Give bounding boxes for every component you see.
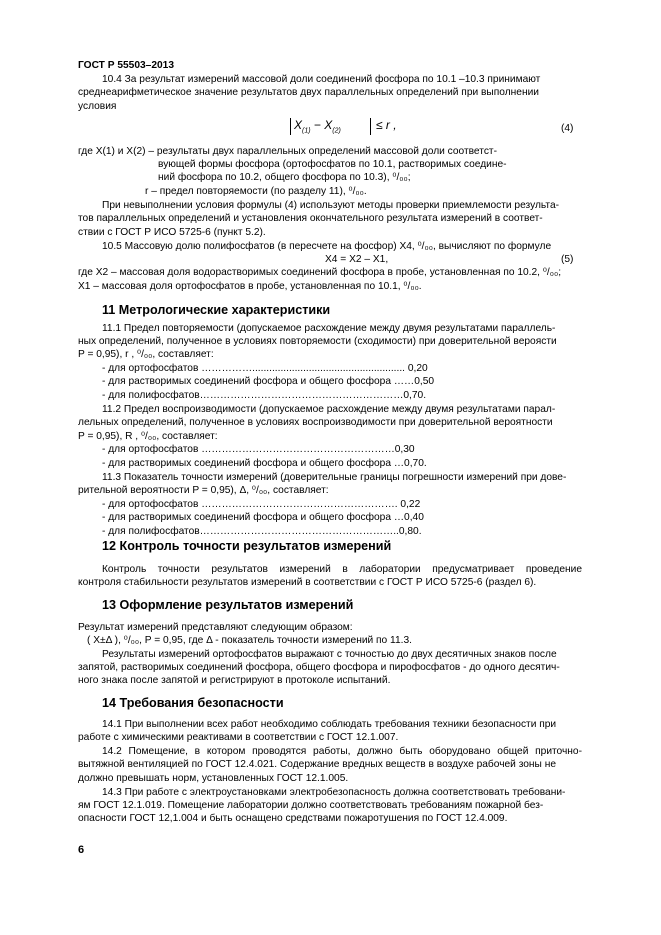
list3-item2: - для растворимых соединений фосфора и общего фосфора …0,40 xyxy=(102,512,424,523)
section-13-title: 13 Оформление результатов измерений xyxy=(102,598,354,612)
sec14-line8: опасности ГОСТ 12,1.004 и быть оснащено средствами пожаротушения по ГОСТ 12.4.009. xyxy=(78,813,508,824)
sec14-line5: должно превышать норм, установленных ГОСТ 12.1.005. xyxy=(78,773,349,784)
sec14-line7: ям ГОСТ 12.1.019. Помещение лаборатории должно соответствовать требованиям пожарной без- xyxy=(78,800,544,811)
formula-4-rhs: ≤ r , xyxy=(376,118,397,132)
p112-line3: P = 0,95), R , ⁰/₀₀, составляет: xyxy=(78,431,218,442)
formula-4 xyxy=(290,118,420,138)
pfail-line2: тов параллельных определений и установления окончательного результата измерений в соответ- xyxy=(78,213,543,224)
sec13-line5: ного знака после запятой и регистрируют в протоколе испытаний. xyxy=(78,675,391,686)
p112-line2: лельных определений, полученное в условиях воспроизводимости при доверительной вероятности xyxy=(78,417,553,428)
where4-line2: вующей формы фосфора (ортофосфатов по 10.1, растворимых соедине- xyxy=(158,159,507,170)
sec14-line6: 14.3 При работе с электроустановками электробезопасность должна соответствовать требовани- xyxy=(102,787,566,798)
formula-5-number: (5) xyxy=(561,254,574,265)
sec13-line2: ( X±Δ ), ⁰/₀₀, P = 0,95, где Δ - показатель точности измерений по 11.3. xyxy=(87,635,412,646)
list3-item1: - для ортофосфатов …………………………………………………. 0,22 xyxy=(102,499,421,510)
list1-item2: - для растворимых соединений фосфора и общего фосфора ……0,50 xyxy=(102,376,435,387)
list1-item3: - для полифосфатов……………………………………………………0,70. xyxy=(102,390,427,401)
p113-line1: 11.3 Показатель точности измерений (доверительные границы погрешности измерений при дове- xyxy=(102,472,567,483)
abs-bar-right xyxy=(370,118,371,135)
p111-line2: ных определений, полученное в условиях повторяемости (сходимости) при доверительной вероясти xyxy=(78,336,557,347)
where4-line4: r – предел повторяемости (по разделу 11), ⁰/₀₀. xyxy=(145,186,367,197)
p104-line3: условия xyxy=(78,101,117,112)
pfail-line3: ствии с ГОСТ Р ИСО 5725-6 (пункт 5.2). xyxy=(78,227,266,238)
p112-line1: 11.2 Предел воспроизводимости (допускаемое расхождение между двумя результатами парал- xyxy=(102,404,556,415)
sec13-line3: Результаты измерений ортофосфатов выражают с точностью до двух десятичных знаков после xyxy=(102,649,557,660)
list2-item1: - для ортофосфатов …………………………………………………0,30 xyxy=(102,444,415,455)
list1-item1: - для ортофосфатов ……………...................................................... 0,20 xyxy=(102,363,428,374)
p104-line1: 10.4 За результат измерений массовой доли соединений фосфора по 10.1 –10.3 принимают xyxy=(102,74,541,85)
p111-line1: 11.1 Предел повторяемости (допускаемое расхождение между двумя результатами параллель- xyxy=(102,323,556,334)
sec12-line1: Контроль точности результатов измерений в лаборатории предусматривает проведение xyxy=(102,564,582,575)
sec14-line3: 14.2 Помещение, в котором проводятся работы, должно быть оборудовано общей приточно- xyxy=(102,746,582,757)
where4-line1: где X(1) и X(2) – результаты двух параллельных определений массовой доли соответст- xyxy=(78,146,497,157)
page-number: 6 xyxy=(78,844,85,856)
sec12-line2: контроля стабильности результатов измерений в соответствии с ГОСТ Р ИСО 5725-6 (раздел 6). xyxy=(78,577,537,588)
formula-4-number: (4) xyxy=(561,123,574,134)
sec13-line1: Результат измерений представляют следующим образом: xyxy=(78,622,353,633)
formula-5: X4 = X2 – X1, xyxy=(325,254,389,265)
list2-item2: - для растворимых соединений фосфора и общего фосфора …0,70. xyxy=(102,458,427,469)
section-11-title: 11 Метрологические характеристики xyxy=(102,303,331,317)
formula-4-body: $X_{(1)} - X_{(2)}$ xyxy=(294,118,341,135)
sec14-line4: вытяжной вентиляцией по ГОСТ 12.4.021. Содержание вредных веществ в воздухе рабочей зоны не xyxy=(78,759,556,770)
p105-line: 10.5 Массовую долю полифосфатов (в пересчете на фосфор) X4, ⁰/₀₀, вычисляют по формуле xyxy=(102,241,552,252)
section-12-title: 12 Контроль точности результатов измерений xyxy=(102,539,392,553)
p111-line3: P = 0,95), r , ⁰/₀₀, составляет: xyxy=(78,349,214,360)
sec14-line2: работе с химическими реактивами в соответствии с ГОСТ 12.1.007. xyxy=(78,732,399,743)
abs-bar-left xyxy=(290,118,291,135)
p113-line2: рительной вероятности P = 0,95), Δ, ⁰/₀₀, составляет: xyxy=(78,485,329,496)
pfail-line1: При невыполнении условия формулы (4) используют методы проверки приемлемости результа- xyxy=(102,200,560,211)
section-14-title: 14 Требования безопасности xyxy=(102,696,284,710)
list3-item3: - для полифосфатов…………………………………………………..0,80. xyxy=(102,526,422,537)
sec14-line1: 14.1 При выполнении всех работ необходимо соблюдать требования техники безопасности при xyxy=(102,719,557,730)
where5-line1: где X2 – массовая доля водорастворимых соединений фосфора в пробе, установленная по 10.2, ⁰/₀₀; xyxy=(78,267,562,278)
where4-line3: ний фосфора по 10.2, общего фосфора по 10.3), ⁰/₀₀; xyxy=(158,172,411,183)
where5-line2: X1 – массовая доля ортофосфатов в пробе, установленная по 10.1, ⁰/₀₀. xyxy=(78,281,422,292)
standard-header: ГОСТ Р 55503–2013 xyxy=(78,60,175,71)
p104-line2: среднеарифметическое значение результатов двух параллельных определений при выполнении xyxy=(78,87,539,98)
sec13-line4: запятой, растворимых соединений фосфора, общего фосфора и пирофосфатов - до одного десятич- xyxy=(78,662,560,673)
